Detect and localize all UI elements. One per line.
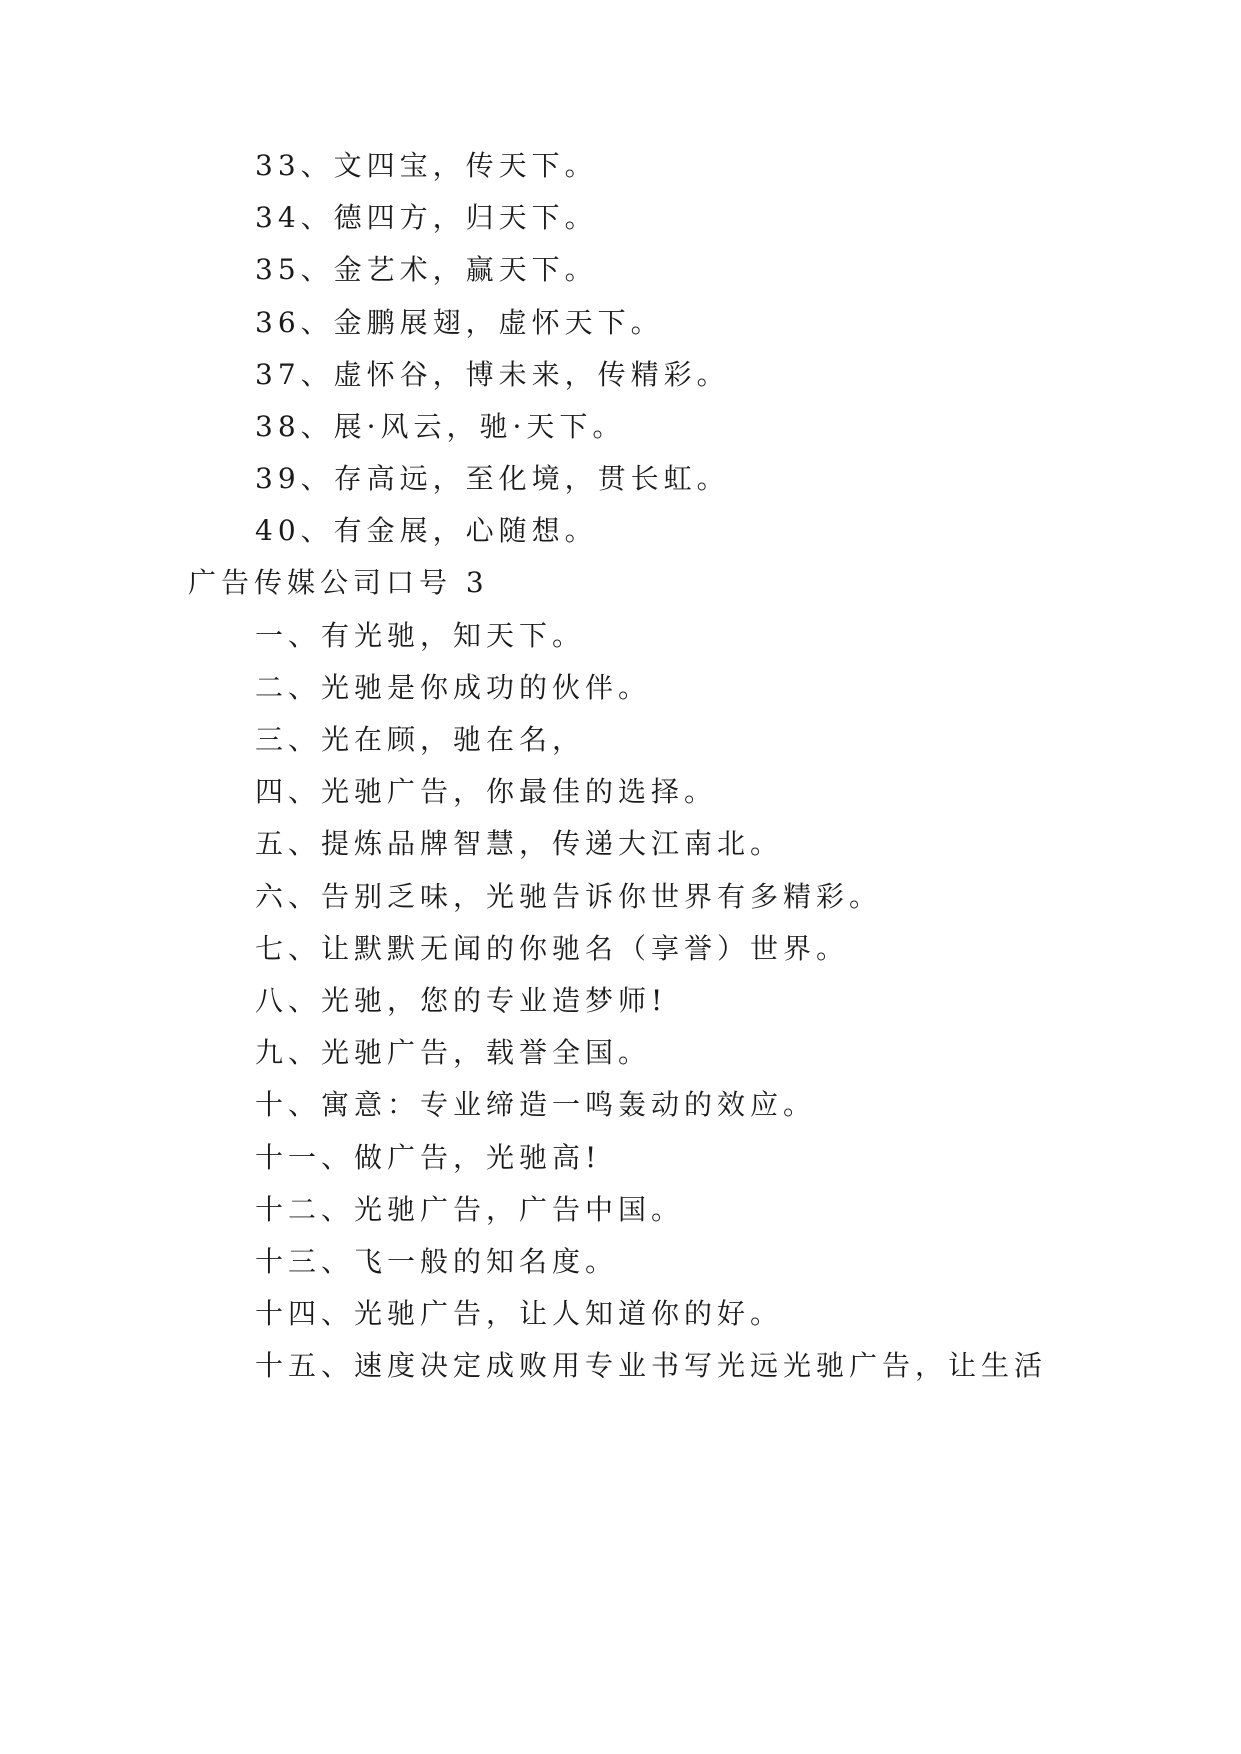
list-item: 二、光驰是你成功的伙伴。 [255, 671, 652, 704]
list-item: 十四、光驰广告，让人知道你的好。 [255, 1297, 784, 1330]
list-item: 34、德四方，归天下。 [255, 201, 598, 234]
list-item: 九、光驰广告，载誉全国。 [255, 1036, 652, 1069]
list-item: 七、让默默无闻的你驰名（享誉）世界。 [255, 932, 850, 965]
list-item: 十二、光驰广告，广告中国。 [255, 1193, 685, 1226]
list-item: 四、光驰广告，你最佳的选择。 [255, 775, 718, 808]
list-item: 六、告别乏味，光驰告诉你世界有多精彩。 [255, 880, 883, 913]
section-heading: 广告传媒公司口号 3 [188, 566, 489, 599]
list-item: 三、光在顾，驰在名， [255, 723, 586, 756]
list-item: 十一、做广告，光驰高! [255, 1141, 602, 1174]
list-item: 39、存高远，至化境，贯长虹。 [255, 462, 730, 495]
list-item: 37、虚怀谷，博未来，传精彩。 [255, 358, 730, 391]
list-item: 一、有光驰，知天下。 [255, 619, 586, 652]
list-item: 八、光驰，您的专业造梦师! [255, 984, 668, 1017]
list-item: 40、有金展，心随想。 [255, 514, 598, 547]
list-item: 十、寓意：专业缔造一鸣轰动的效应。 [255, 1088, 817, 1121]
list-item: 十三、飞一般的知名度。 [255, 1245, 619, 1278]
list-item: 38、展·风云，驰·天下。 [255, 410, 626, 443]
list-item: 33、文四宝，传天下。 [255, 149, 598, 182]
list-item: 五、提炼品牌智慧，传递大江南北。 [255, 827, 784, 860]
list-item: 36、金鹏展翅，虚怀天下。 [255, 306, 664, 339]
list-item: 十五、速度决定成败用专业书写光远光驰广告，让生活 [255, 1349, 1048, 1382]
list-item: 35、金艺术，赢天下。 [255, 253, 598, 286]
